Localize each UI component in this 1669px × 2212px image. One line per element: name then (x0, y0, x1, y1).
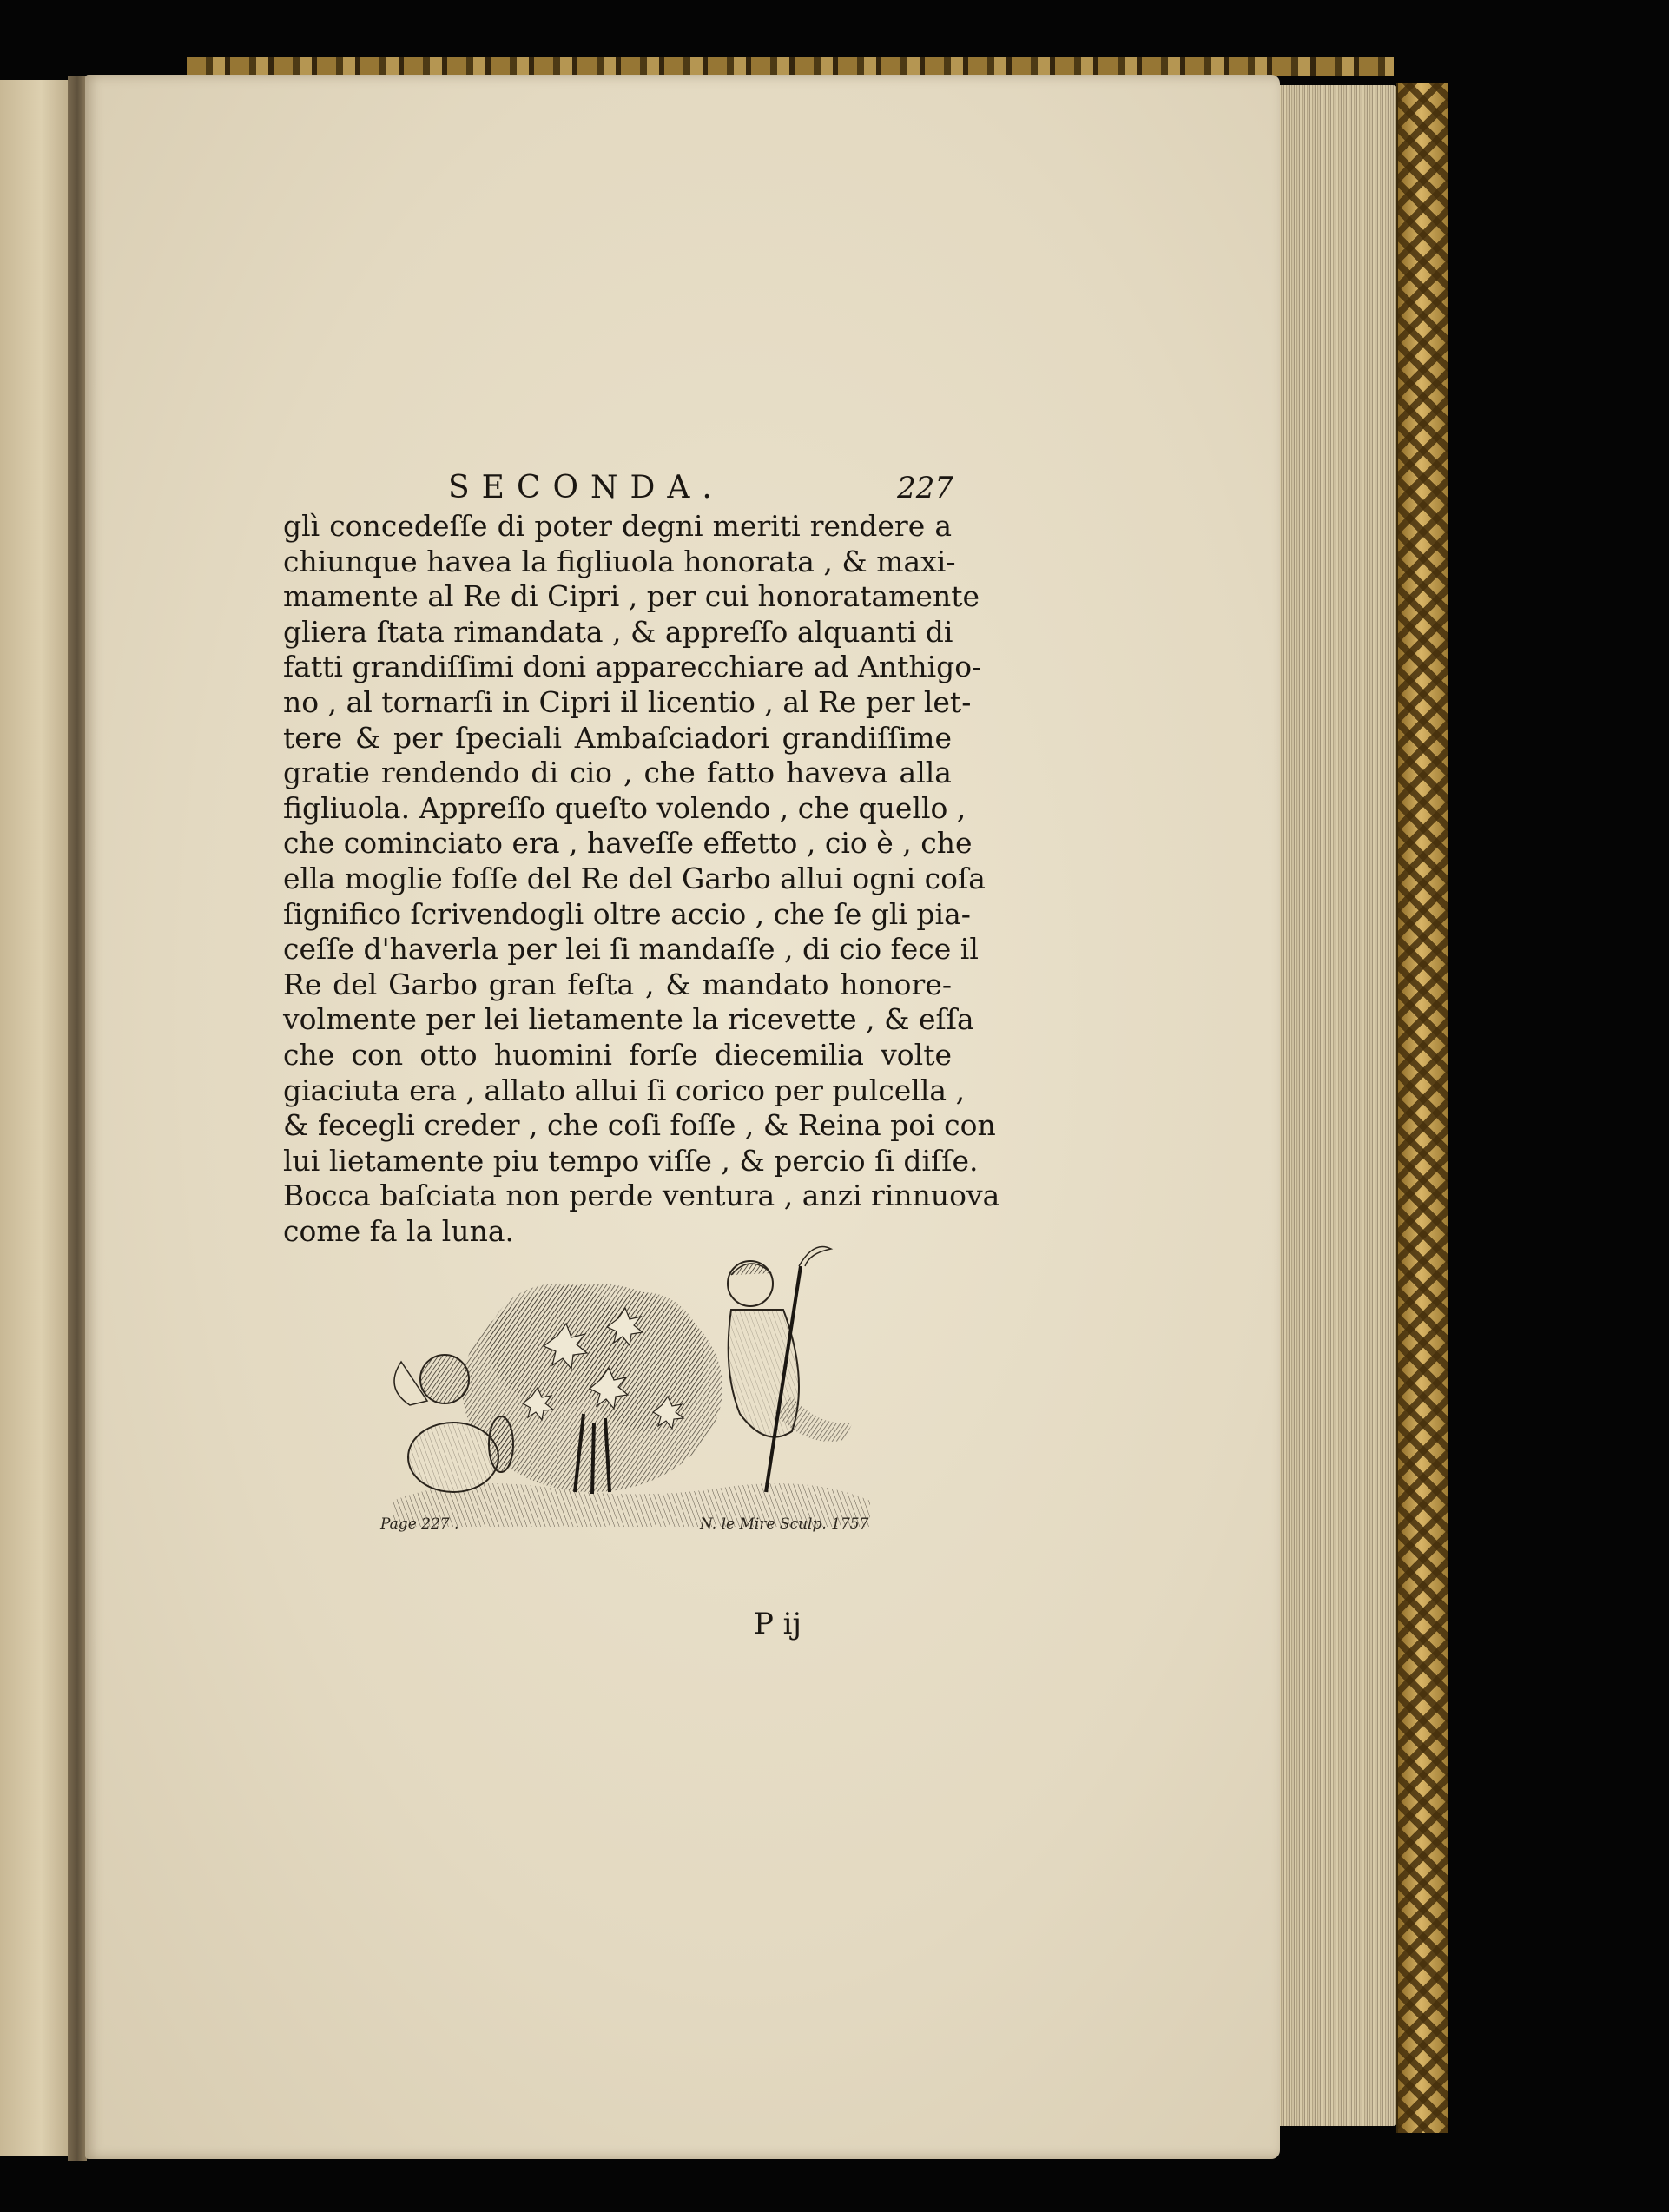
text-line: gliera ſtata rimandata , & appreſſo alquanti di (283, 614, 953, 649)
header-title: SECONDA. (448, 470, 724, 505)
text-line: che cominciato era , haveſſe effetto , cio è , che (283, 826, 973, 861)
text-line: gratie rendendo di cio , che fatto haveva alla (283, 756, 952, 790)
gilt-top-edge (187, 57, 1394, 76)
text-line: ella moglie foſſe del Re del Garbo allui ogni coſa (283, 861, 986, 895)
text-line: ſignifico ſcrivendogli oltre accio , che ſe gli pia- (283, 896, 971, 931)
body-text (283, 509, 1000, 1249)
text-line: volmente per lei lietamente la ricevette , & eſſa (283, 1002, 974, 1037)
page-stack-fore-edge (1276, 85, 1398, 2126)
text-line: mamente al Re di Cipri , per cui honoratamente (283, 579, 980, 614)
engraving-caption-left: Page 227 . (380, 1515, 459, 1533)
text-line: tere & per ſpeciali Ambaſciadori grandiſſime (283, 720, 952, 755)
running-head (363, 469, 953, 507)
text-line: & fecegli creder , che coſi foſſe , & Reina poi con (283, 1108, 996, 1143)
right-cherub-illustration (728, 1247, 853, 1493)
text-line: lui lietamente piu tempo viſſe , & percio ſi diſſe. (283, 1143, 979, 1178)
previous-page-edge (0, 80, 75, 2156)
gilt-fore-edge-decoration (1396, 83, 1448, 2133)
text-line: figliuola. Appreſſo queſto volendo , che quello , (283, 790, 966, 825)
text-line: fatti grandiſſimi doni apparecchiare ad Anthigo- (283, 650, 982, 684)
signature-mark: P ij (754, 1607, 802, 1641)
text-line: chiunque havea la figliuola honorata , & maxi- (283, 544, 956, 578)
text-line: che con otto huomini forſe diecemilia volte (283, 1037, 952, 1072)
text-line: glì concedeſſe di poter degni meriti rendere a (283, 509, 952, 543)
text-line: giaciuta era , allato allui ſi corico per pulcella , (283, 1073, 966, 1107)
text-line: come fa la luna. (283, 1213, 514, 1248)
page-number: 227 (897, 471, 953, 505)
text-line: ceſſe d'haverla per lei ſi mandaſſe , di cio fece il (283, 932, 979, 967)
text-line: Bocca baſciata non perde ventura , anzi rinnuova (283, 1179, 1000, 1213)
text-line: Re del Garbo gran feſta , & mandato honore- (283, 967, 952, 1001)
text-line: no , al tornarſi in Cipri il licentio , al Re per let- (283, 684, 972, 719)
book-gutter (68, 76, 87, 2161)
engraving-caption-right: N. le Mire Sculp. 1757 (700, 1515, 869, 1533)
engraved-vignette (358, 1240, 884, 1544)
